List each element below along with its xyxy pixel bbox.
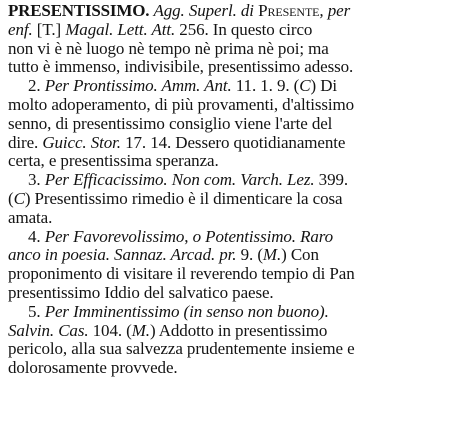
sense-line: certa, e presentissima speranza. [8, 151, 219, 171]
sense-line [8, 303, 467, 322]
sense-line [8, 171, 467, 190]
entry-line: non vi è nè luogo nè tempo nè prima nè poi; ma [8, 38, 329, 58]
sense-line: dolorosamente provvede. [8, 358, 178, 378]
entry-line [8, 2, 467, 21]
sense-4 [8, 228, 467, 303]
entry-header [8, 2, 467, 77]
sense-definition: o Potentissimo. Raro [192, 226, 334, 246]
citation-text: 17. 14. Dessero quotidianamente [120, 132, 346, 152]
sense-number: 5. [28, 301, 45, 321]
sense-line [8, 77, 467, 96]
citation-text: 104. ( [88, 320, 132, 340]
sense-line [8, 190, 467, 209]
source-mark: [T.] [32, 19, 66, 39]
sense-line [8, 322, 467, 341]
citation-text: dire. [8, 132, 43, 152]
citation-text: 399. [314, 170, 349, 190]
sense-line: proponimento di visitare il reverendo tempio di Pan [8, 264, 355, 284]
abbrev: enf. [8, 19, 33, 39]
sense-5 [8, 303, 467, 378]
citation-text: ( [8, 188, 14, 208]
citation-source: Guicc. Stor. [42, 132, 121, 152]
sense-line: pericolo, alla sua salvezza prudentemente insieme e [8, 339, 355, 359]
sense-definition: Per Imminentissimo (in senso non buono). [44, 301, 329, 321]
sense-2 [8, 77, 467, 171]
sense-line: senno, di presentissimo consiglio viene l'arte del [8, 113, 333, 133]
citation-text: 11. 1. 9. ( [231, 76, 300, 96]
separator: , [184, 226, 193, 246]
source-code: M. [131, 320, 150, 340]
sense-line [8, 228, 467, 247]
citation-text: ) Con [281, 245, 319, 265]
sense-definition: Per Prontissimo. Amm. Ant. [44, 76, 232, 96]
sense-line: presentissimo Iddio del salvatico paese. [8, 282, 274, 302]
entry-line [8, 21, 467, 40]
citation-source: Salvin. Cas. [8, 320, 89, 340]
source-code: C [13, 188, 25, 208]
citation-text: ) Addotto in presentissimo [149, 320, 328, 340]
grammar-note-tail: , per [319, 1, 351, 20]
sense-line [8, 134, 467, 153]
sense-line [8, 246, 467, 265]
sense-3 [8, 171, 467, 227]
source-code: C [299, 76, 311, 96]
source-code: M. [262, 245, 282, 265]
sense-line: molto adoperamento, di più provamenti, d'altissimo [8, 94, 355, 114]
sense-number: 4. [28, 226, 45, 246]
citation-text: ) Presentissimo rimedio è il dimenticare la cosa [24, 188, 343, 208]
sense-line: amata. [8, 207, 53, 227]
grammar-note: Agg. Superl. di [153, 1, 254, 20]
cross-reference: Presente [258, 1, 320, 20]
citation-text: ) Di [310, 76, 337, 96]
citation-source: Magal. Lett. Att. [65, 19, 176, 39]
citation-source: anco in poesia. Sannaz. Arcad. pr. [8, 245, 237, 265]
sense-definition: Per Favorevolissimo [44, 226, 185, 246]
sense-number: 3. [28, 170, 45, 190]
headword: PRESENTISSIMO. [8, 1, 150, 20]
citation-text: 9. ( [236, 245, 263, 265]
entry-line: tutto è immenso, indivisibile, presentissimo adesso. [8, 57, 354, 77]
sense-definition: Per Efficacissimo. Non com. Varch. Lez. [44, 170, 315, 190]
sense-number: 2. [28, 76, 45, 96]
citation-text: 256. In questo circo [175, 19, 313, 39]
